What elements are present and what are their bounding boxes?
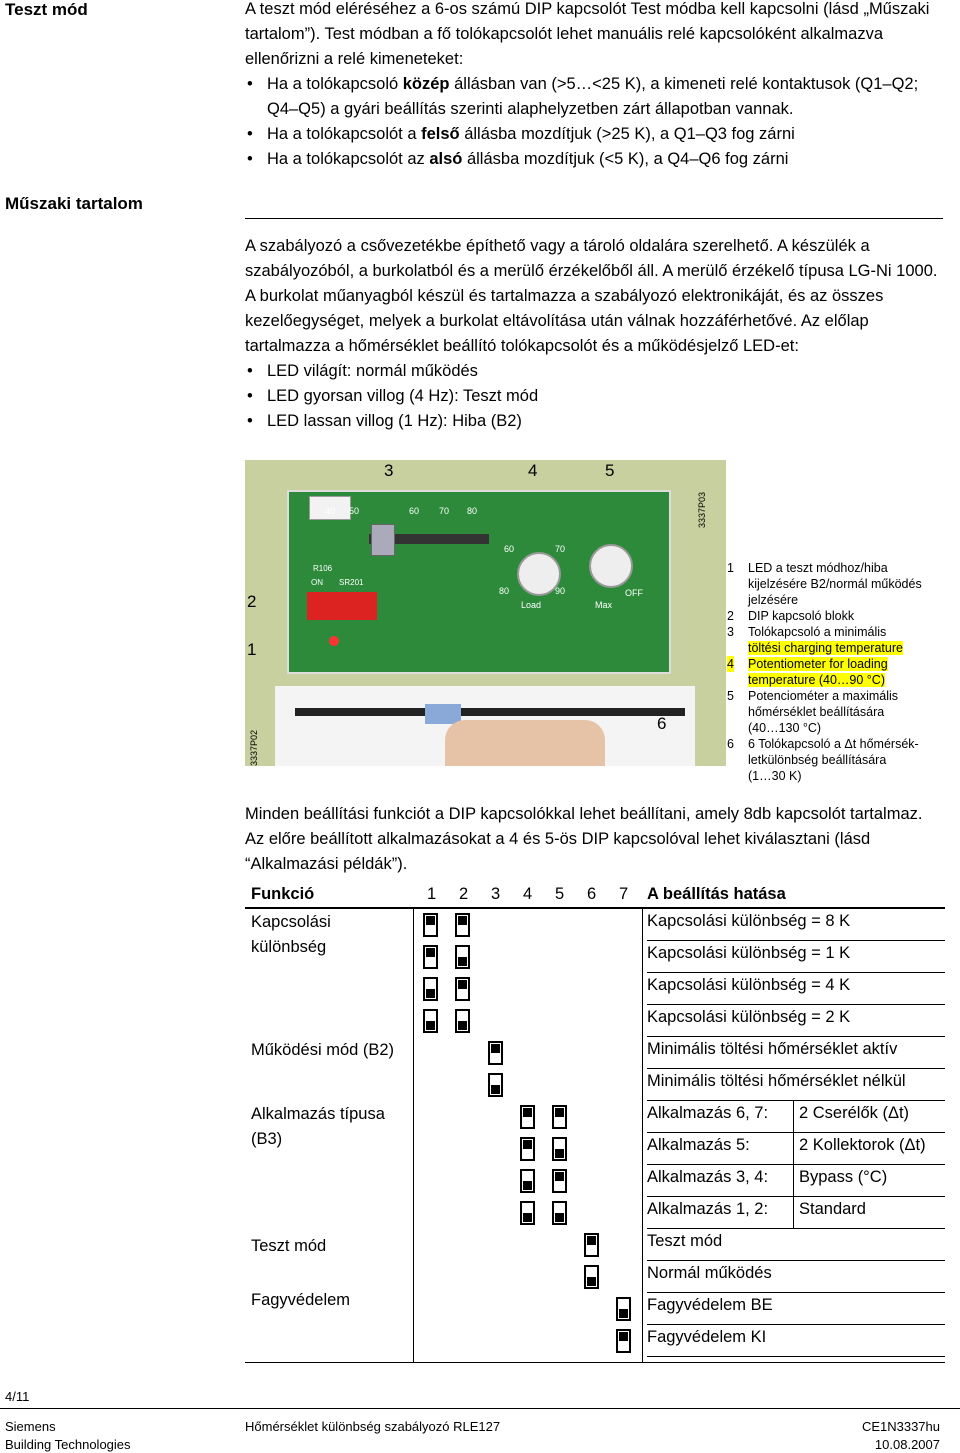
dip-paragraph: Minden beállítási funkciót a DIP kapcsolókkal lehet beállítani, amely 8db kapcsolót tartalmaz. Az előre beállított alkalmazásokat a 4 és 5-ös DIP kapcsolóval lehet kiválasztani (lásd “Alkalmazási példák”). <box>245 805 923 873</box>
row-rule <box>647 1356 945 1357</box>
table-head-function: Funkció <box>251 885 315 903</box>
led <box>329 636 339 646</box>
table-bottom-rule <box>245 1362 945 1363</box>
bullet-lower: • Ha a tolókapcsolót az alsó állásba mozdítjuk (<5 K), a Q4–Q6 fog zárni <box>245 147 935 172</box>
setting-effect-value: Standard <box>799 1200 866 1218</box>
section-heading-test-mode: Teszt mód <box>5 0 88 19</box>
table-col-head: 5 <box>555 885 565 903</box>
callout-5: 5 <box>605 461 615 480</box>
dip-switch-icon <box>520 1137 535 1161</box>
footer-rule <box>0 1408 960 1409</box>
legend-item-6: 6 6 Tolókapcsoló a Δt hőmérsék- letkülönbség beállítására (1…30 K) <box>727 737 919 783</box>
setting-effect: Kapcsolási különbség = 8 K <box>647 912 851 930</box>
dip-switch-icon <box>584 1233 599 1257</box>
table-col-head: 2 <box>459 885 469 903</box>
callout-4: 4 <box>528 461 538 480</box>
slider-knob-3 <box>371 524 395 556</box>
row-rule <box>647 1324 945 1325</box>
cell-divider <box>793 1197 794 1229</box>
test-mode-text <box>245 0 935 172</box>
dip-switch-icon <box>552 1169 567 1193</box>
row-rule <box>647 1292 945 1293</box>
row-rule <box>647 1164 945 1165</box>
setting-effect: Alkalmazás 1, 2: <box>647 1200 769 1218</box>
setting-effect: Minimális töltési hőmérséklet aktív <box>647 1040 898 1058</box>
dip-switch-icon <box>520 1201 535 1225</box>
dip-switch-icon <box>455 913 470 937</box>
table-head-effect: A beállítás hatása <box>647 885 786 903</box>
setting-effect: Teszt mód <box>647 1232 723 1250</box>
row-rule <box>647 1036 945 1037</box>
dip-switch-icon <box>552 1105 567 1129</box>
dip-switch-icon <box>423 1009 438 1033</box>
dip-switch-icon <box>584 1265 599 1289</box>
row-rule <box>647 1196 945 1197</box>
dip-switch-icon <box>455 977 470 1001</box>
section-heading-technical: Műszaki tartalom <box>5 194 143 213</box>
pcb-label: 80 <box>467 506 478 516</box>
dip-switch-icon <box>455 945 470 969</box>
legend-item-1: 1 LED a teszt módhoz/hiba kijelzésére B2/normál működés jelzésére <box>727 561 922 607</box>
dip-switch-icon <box>423 945 438 969</box>
callout-2: 2 <box>247 592 257 611</box>
setting-effect: Kapcsolási különbség = 4 K <box>647 976 851 994</box>
setting-effect: Kapcsolási különbség = 1 K <box>647 944 851 962</box>
pcb-label: 60 <box>504 544 515 554</box>
tech-paragraph-2: A burkolat műanyagból készül és tartalmazza a szabályozó elektronikáját, és az összes kezelőegységet, melyek a burkolat eltávolítása után válnak hozzáférhetővé. Az előlap tartalmazza a hőmérséklet beállító tolókapcsolót és a működésjelző LED-et: <box>245 287 884 355</box>
callout-3: 3 <box>384 461 394 480</box>
footer-doc-code: CE1N3337hu <box>861 1419 940 1434</box>
row-rule <box>647 1228 945 1229</box>
row-rule <box>647 1132 945 1133</box>
legend-item-3: 3 Tolókapcsoló a minimális töltési charging temperature <box>727 625 903 655</box>
footer-division: Building Technologies <box>5 1437 131 1452</box>
pcb-label: 50 <box>349 506 360 516</box>
dip-switch-icon <box>520 1105 535 1129</box>
setting-effect-value: 2 Kollektorok (Δt) <box>799 1136 926 1154</box>
delta-t-slider-area <box>275 686 695 766</box>
table-col-head: 4 <box>523 885 533 903</box>
group-label: Kapcsolási különbség <box>251 913 331 956</box>
dip-switch-icon <box>455 1009 470 1033</box>
circuit-board <box>287 490 671 674</box>
photo-code: 3337P02 <box>249 730 259 766</box>
bullet-upper: • Ha a tolókapcsolót a felső állásba mozdítjuk (>25 K), a Q1–Q3 fog zárni <box>245 122 935 147</box>
group-label: Teszt mód <box>251 1237 327 1255</box>
legend-item-5: 5 Potenciométer a maximális hőmérséklet beállítására (40…130 °C) <box>727 689 899 735</box>
row-rule <box>647 1004 945 1005</box>
pcb-label: Max <box>595 600 613 610</box>
table-col-head: 1 <box>427 885 437 903</box>
table-col-head: 7 <box>619 885 629 903</box>
cell-divider <box>793 1133 794 1165</box>
callout-6: 6 <box>657 714 667 733</box>
pcb-label: 80 <box>499 586 510 596</box>
section-rule <box>245 218 943 219</box>
cell-divider <box>793 1101 794 1133</box>
max-potentiometer <box>589 544 633 588</box>
setting-effect: Minimális töltési hőmérséklet nélkül <box>647 1072 906 1090</box>
table-col-head: 6 <box>587 885 597 903</box>
row-rule <box>647 940 945 941</box>
dip-table <box>245 883 945 1363</box>
legend-item-2: 2 DIP kapcsoló blokk <box>727 609 855 623</box>
led-item: • LED világít: normál működés <box>245 359 945 384</box>
dip-switch-icon <box>488 1073 503 1097</box>
pcb-label: 70 <box>555 544 566 554</box>
setting-effect: Fagyvédelem BE <box>647 1296 773 1314</box>
tech-paragraph-1: A szabályozó a csővezetékbe építhető vagy a tároló oldalára szerelhető. A készülék a szabályozóból, a burkolatból és a merülő érzékelőből áll. A merülő érzékelő típusa LG-Ni 1000. <box>245 237 938 280</box>
setting-effect: Normál működés <box>647 1264 772 1282</box>
setting-effect-value: 2 Cserélők (Δt) <box>799 1104 910 1122</box>
row-rule <box>647 1260 945 1261</box>
pcb-label: Load <box>521 600 542 610</box>
table-col-head: 3 <box>491 885 501 903</box>
bullet-middle: • Ha a tolókapcsoló közép állásban van (>5…<25 K), a kimeneti relé kontaktusok (Q1–Q2; Q4–Q5) a gyári beállítás szerinti alaphelyzetben zárt állapotban vannak. <box>245 72 935 122</box>
setting-effect: Alkalmazás 6, 7: <box>647 1104 769 1122</box>
dip-switch-icon <box>552 1137 567 1161</box>
row-rule <box>647 1100 945 1101</box>
setting-effect: Alkalmazás 3, 4: <box>647 1168 769 1186</box>
setting-effect-value: Bypass (°C) <box>799 1168 888 1186</box>
dip-switch-icon <box>423 977 438 1001</box>
photo-code: 3337P03 <box>697 492 707 529</box>
led-item: • LED gyorsan villog (4 Hz): Teszt mód <box>245 384 945 409</box>
pcb-label: OFF <box>625 588 643 598</box>
pcb-label: SR201 <box>339 578 364 587</box>
legend-item-4: 4 Potentiometer for loading temperature (40…90 °C) <box>727 657 888 687</box>
dip-switch-icon <box>520 1169 535 1193</box>
dip-switch-icon <box>616 1297 631 1321</box>
group-label: Működési mód (B2) <box>251 1041 395 1059</box>
cell-divider <box>793 1165 794 1197</box>
led-item: • LED lassan villog (1 Hz): Hiba (B2) <box>245 409 945 434</box>
dip-switch-icon <box>616 1329 631 1353</box>
dip-switch-block <box>307 592 377 620</box>
slider-track-6 <box>295 708 685 716</box>
footer-company: Siemens <box>5 1419 56 1434</box>
pcb-label: 60 <box>409 506 420 516</box>
product-photo <box>245 460 726 766</box>
pcb-label: ON <box>311 578 323 587</box>
photo-legend <box>727 560 957 784</box>
finger <box>445 720 605 766</box>
group-label: Fagyvédelem <box>251 1291 351 1309</box>
callout-1: 1 <box>247 640 257 659</box>
dip-switch-icon <box>488 1041 503 1065</box>
footer-date: 10.08.2007 <box>874 1437 940 1452</box>
dip-grid-frame <box>413 907 643 1363</box>
setting-effect: Alkalmazás 5: <box>647 1136 750 1154</box>
pcb-label: 90 <box>555 586 566 596</box>
pcb-label: 40 <box>325 506 336 516</box>
setting-effect: Kapcsolási különbség = 2 K <box>647 1008 851 1026</box>
row-rule <box>647 1068 945 1069</box>
technical-text <box>245 234 945 434</box>
page-number: 4/11 <box>5 1389 30 1404</box>
pcb-label: R106 <box>313 564 333 573</box>
row-rule <box>647 972 945 973</box>
pcb-label: 70 <box>439 506 450 516</box>
footer-doc-title: Hőmérséklet különbség szabályozó RLE127 <box>245 1419 501 1434</box>
group-label: Alkalmazás típusa (B3) <box>251 1105 385 1148</box>
dip-switch-icon <box>423 913 438 937</box>
test-mode-intro: A teszt mód eléréséhez a 6-os számú DIP kapcsolót Test módba kell kapcsolni (lásd „Műszaki tartalom”). Test módban a fő tolókapcsolót lehet manuális relé kapcsolóként alkalmazva ellenőrizni a relé kimeneteket: <box>245 0 930 68</box>
dip-switch-icon <box>552 1201 567 1225</box>
setting-effect: Fagyvédelem KI <box>647 1328 767 1346</box>
